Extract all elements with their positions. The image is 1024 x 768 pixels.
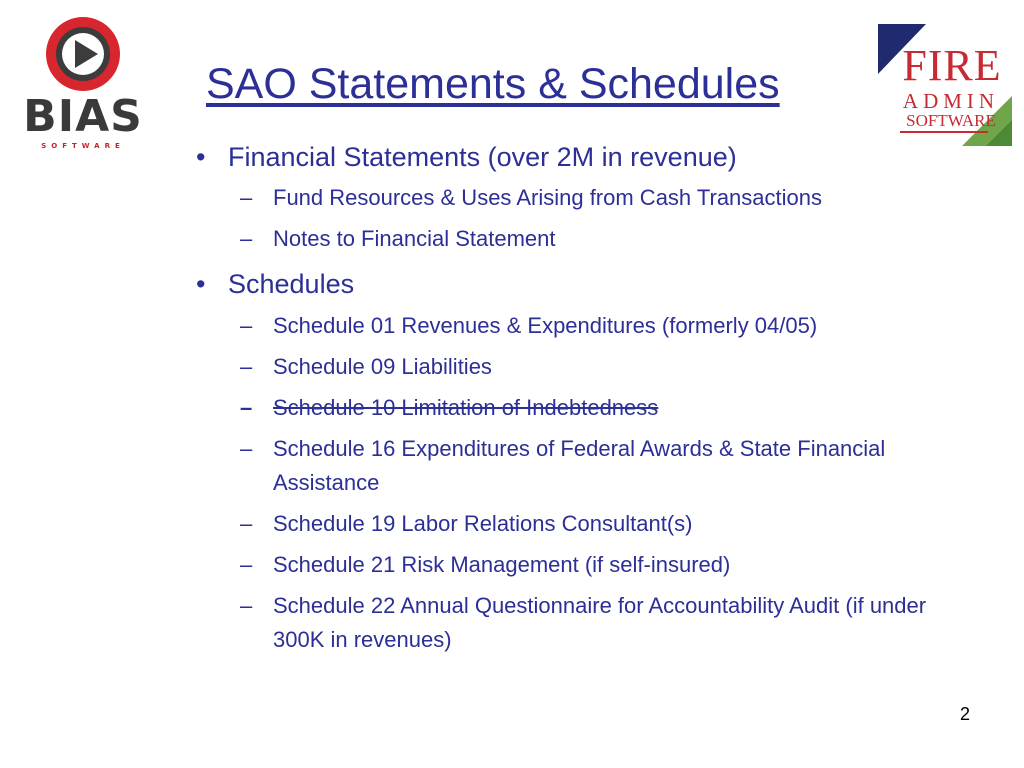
sub-item: [196, 350, 936, 384]
fire-logo-admin: ADMIN: [902, 89, 1000, 113]
dash-icon: –: [240, 354, 253, 379]
sub-item: [196, 181, 936, 215]
sub-item-text: Schedule 10 Limitation of Indebtedness: [273, 395, 659, 420]
bias-logo-word: BIAS: [23, 91, 143, 142]
sub-item-text: Schedule 01 Revenues & Expenditures (formerly 04/05): [273, 313, 818, 338]
dash-icon: –: [240, 552, 253, 577]
sub-item-text: Schedule 19 Labor Relations Consultant(s): [273, 511, 693, 536]
dash-icon: –: [240, 226, 253, 251]
bullet-icon: •: [196, 142, 206, 172]
dash-icon: –: [240, 313, 253, 338]
page-number: 2: [959, 704, 970, 724]
bias-software-logo: [22, 14, 144, 150]
sub-item: [196, 222, 936, 256]
sub-item-text: Schedule 22 Annual Questionnaire for Accountability Audit (if under 300K in revenues): [273, 593, 927, 652]
sub-item-text: Schedule 21 Risk Management (if self-insured): [273, 552, 731, 577]
dash-icon: –: [240, 436, 253, 461]
slide-body: [196, 136, 936, 657]
fire-logo-software: SOFTWARE: [906, 111, 996, 130]
slide-title: SAO Statements & Schedules: [206, 60, 780, 108]
bullet-text: Financial Statements (over 2M in revenue): [228, 142, 737, 172]
sub-item-struck: [196, 391, 936, 425]
dash-icon: –: [240, 511, 253, 536]
sub-item: [196, 432, 936, 500]
bias-logo-sub: SOFTWARE: [41, 142, 125, 150]
dash-icon: –: [240, 185, 253, 210]
fire-logo-word: FIRE: [902, 41, 1002, 90]
bullet-schedules: [196, 267, 936, 301]
fire-logo-rule: [900, 131, 988, 133]
sub-item-text: Fund Resources & Uses Arising from Cash Transactions: [273, 185, 823, 210]
play-circle-icon: [43, 14, 123, 94]
sub-item-text: Notes to Financial Statement: [273, 226, 556, 251]
dash-icon: –: [240, 395, 253, 420]
fire-admin-software-logo: [876, 24, 1012, 148]
sub-item-text: Schedule 09 Liabilities: [273, 354, 492, 379]
sub-item: [196, 548, 936, 582]
bullet-text: Schedules: [228, 269, 355, 299]
bullet-icon: •: [196, 269, 206, 299]
sub-item: [196, 309, 936, 343]
sub-item: [196, 507, 936, 541]
dash-icon: –: [240, 593, 253, 618]
bullet-financial-statements: [196, 140, 936, 174]
sub-item: [196, 589, 936, 657]
sub-item-text: Schedule 16 Expenditures of Federal Awards & State Financial Assistance: [273, 436, 886, 495]
